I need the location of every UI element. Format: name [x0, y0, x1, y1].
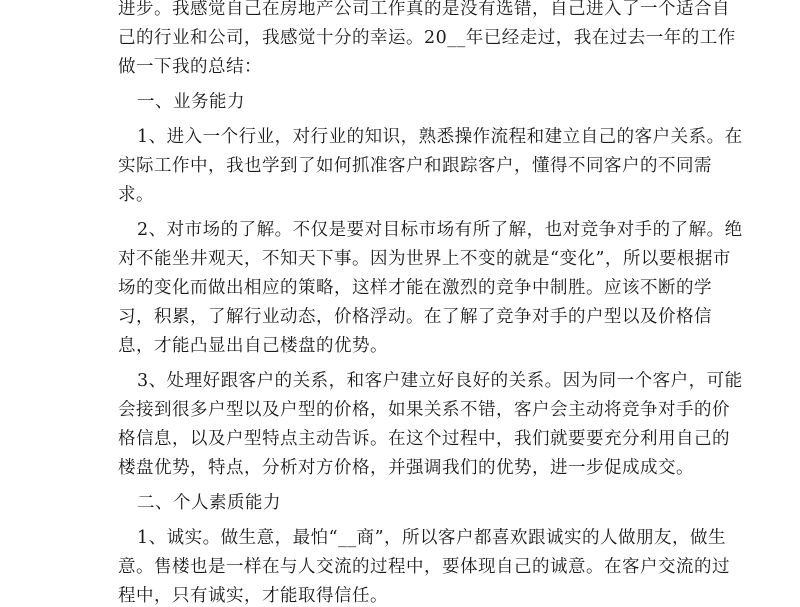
- text-line: 求。: [118, 185, 154, 205]
- text-line: 程中，只有诚实，才能取得信任。: [118, 586, 388, 606]
- text-line: 意。售楼也是一样在与人交流的过程中，要体现自己的诚意。在客户交流的过: [118, 557, 730, 577]
- text-line: 1、进入一个行业，对行业的知识，熟悉操作流程和建立自己的客户关系。在: [137, 127, 743, 147]
- text-line: 会接到很多户型以及户型的价格，如果关系不错，客户会主动将竞争对手的价: [118, 400, 730, 420]
- text-line: 实际工作中，我也学到了如何抓准客户和跟踪客户，懂得不同客户的不同需: [118, 156, 712, 176]
- text-line: 己的行业和公司，我感觉十分的幸运。20__年已经走过，我在过去一年的工作: [118, 28, 736, 48]
- text-line: 进步。我感觉自己在房地产公司工作真的是没有选错，自己进入了一个适合自: [118, 0, 730, 19]
- text-line: 对不能坐井观天，不知天下事。因为世界上不变的就是“变化”，所以要根据市: [118, 249, 731, 269]
- text-line: 息，才能凸显出自己楼盘的优势。: [118, 336, 388, 356]
- text-line: 场的变化而做出相应的策略，这样才能在激烈的竞争中制胜。应该不断的学: [118, 278, 712, 298]
- section-heading: 一、业务能力: [137, 92, 245, 112]
- text-line: 2、对市场的了解。不仅是要对目标市场有所了解，也对竞争对手的了解。绝: [137, 220, 743, 240]
- text-line: 3、处理好跟客户的关系，和客户建立好良好的关系。因为同一个客户，可能: [137, 371, 743, 391]
- text-line: 1、诚实。做生意，最怕“__商”，所以客户都喜欢跟诚实的人做朋友，做生: [137, 528, 727, 548]
- section-heading: 二、个人素质能力: [137, 493, 281, 513]
- text-line: 楼盘优势，特点，分析对方价格，并强调我们的优势，进一步促成成交。: [118, 458, 694, 478]
- text-line: 做一下我的总结：: [118, 57, 262, 77]
- text-line: 习，积累，了解行业动态，价格浮动。在了解了竞争对手的户型以及价格信: [118, 307, 712, 327]
- text-line: 格信息，以及户型特点主动告诉。在这个过程中，我们就要要充分利用自己的: [118, 429, 730, 449]
